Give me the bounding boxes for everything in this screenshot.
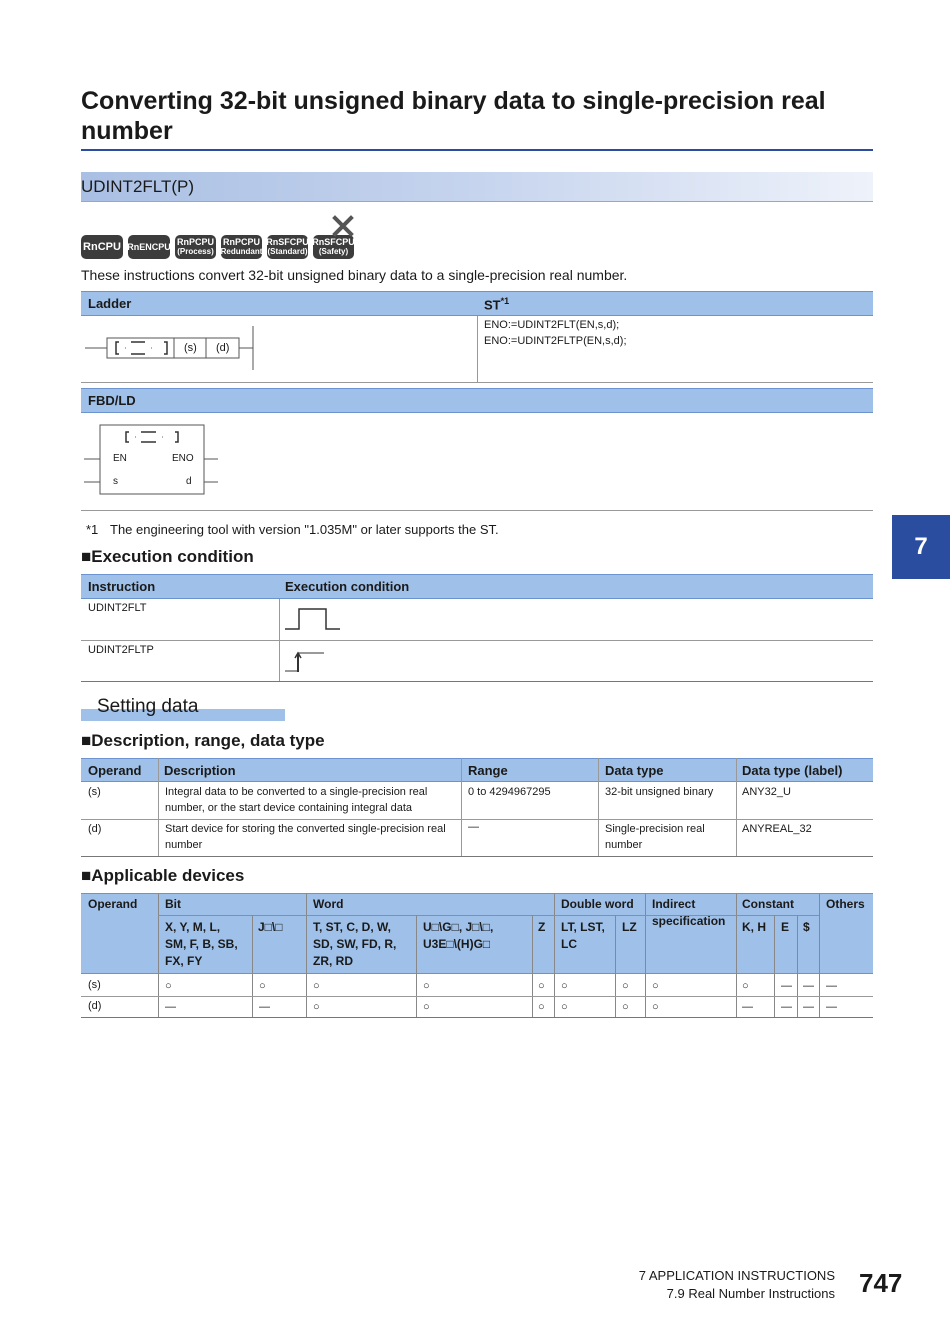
available-mark: ○ [423, 1001, 430, 1013]
st-line-2: ENO:=UDINT2FLTP(EN,s,d); [484, 335, 627, 347]
desc-row1-desc-2: number, or the start device containing integral data [165, 802, 413, 814]
cpu-badge-rnencpu: RnENCPU [128, 235, 170, 259]
execution-condition-heading: ■Execution condition [81, 547, 254, 566]
cpu-badge-rnpcpu-redundant: RnPCPU (Redundant) [221, 235, 262, 259]
available-mark: ○ [561, 1001, 568, 1013]
dev-others-header: Others [826, 897, 865, 911]
dev-row1-operand: (s) [88, 979, 101, 991]
fbd-header: FBD/LD [81, 388, 873, 413]
st-line-1: ENO:=UDINT2FLT(EN,s,d); [484, 319, 620, 331]
desc-row1-type: 32-bit unsigned binary [605, 786, 714, 798]
footer-section: 7.9 Real Number Instructions [666, 1286, 835, 1301]
fbd-en-label: EN [113, 453, 127, 464]
dev-word-a-3: ZR, RD [313, 954, 353, 968]
dev-dw-a-1: LT, LST, [561, 920, 605, 934]
desc-row2-type-2: number [605, 839, 643, 851]
exec-table-header: Instruction Execution condition [81, 574, 873, 599]
dev-bit-a-1: X, Y, M, L, [165, 920, 221, 934]
available-mark: ○ [561, 980, 568, 992]
cpu-badge-rnsfcpu-safety: RnSFCPU (Safety) [313, 235, 354, 259]
dev-const-string: $ [803, 920, 810, 934]
dev-const-e: E [781, 920, 790, 934]
dev-const-kh: K, H [742, 920, 766, 934]
available-mark: ○ [622, 980, 629, 992]
dev-bit-header: Bit [165, 897, 181, 911]
available-mark: ○ [313, 980, 320, 992]
desc-row1-desc-1: Integral data to be converted to a single-precision real [165, 786, 428, 798]
desc-row2-range: — [468, 821, 479, 833]
rising-edge-waveform-icon [284, 648, 329, 676]
unavailable-mark: — [803, 1001, 814, 1013]
fbd-d-label: d [186, 476, 192, 487]
available-mark: ○ [423, 980, 430, 992]
dev-word-z: Z [538, 920, 546, 934]
page-number: 747 [859, 1268, 903, 1298]
dev-word-b-1: U□\G□, J□\□, [423, 920, 494, 934]
intro-text: These instructions convert 32-bit unsigned binary data to a single-precision real number. [81, 267, 628, 283]
dev-dw-a-2: LC [561, 937, 577, 951]
desc-row1-operand: (s) [88, 786, 101, 798]
ladder-d-operand: (d) [216, 342, 230, 354]
instruction-name: UDINT2FLT(P) [81, 177, 195, 196]
ladder-s-operand: (s) [184, 342, 197, 354]
unavailable-mark: — [781, 1001, 792, 1013]
available-mark: ○ [652, 1001, 659, 1013]
dev-operand-header: Operand [88, 897, 138, 911]
not-supported-cross-icon [332, 215, 354, 237]
setting-data-heading: Setting data [97, 696, 199, 717]
available-mark: ○ [313, 1001, 320, 1013]
unavailable-mark: — [742, 1001, 753, 1013]
fbd-block-diagram [84, 424, 224, 496]
instruction-name-band [81, 172, 873, 202]
cpu-badge-rnpcpu-process: RnPCPU (Process) [175, 235, 216, 259]
dev-dw-lz: LZ [622, 920, 637, 934]
cpu-badge-rncpu: RnCPU [81, 235, 123, 259]
desc-row1-label: ANY32_U [742, 786, 791, 798]
dev-bit-b: J□\□ [258, 920, 283, 934]
unavailable-mark: — [165, 1001, 176, 1013]
title-rule [81, 149, 873, 151]
dev-indirect-header-2: specification [652, 914, 726, 928]
available-mark: ○ [259, 980, 266, 992]
dev-double-word-header: Double word [561, 897, 634, 911]
desc-row2-desc-1: Start device for storing the converted single-precision real [165, 823, 446, 835]
unavailable-mark: — [826, 980, 837, 992]
unavailable-mark: — [259, 1001, 270, 1013]
dev-indirect-header-1: Indirect [652, 897, 696, 911]
applicable-devices-heading: ■Applicable devices [81, 866, 245, 885]
fbd-eno-label: ENO [172, 453, 194, 464]
footnote-text: The engineering tool with version "1.035M" or later supports the ST. [110, 522, 499, 537]
available-mark: ○ [538, 1001, 545, 1013]
dev-bit-a-2: SM, F, B, SB, [165, 937, 238, 951]
desc-row2-operand: (d) [88, 823, 102, 835]
unavailable-mark: — [803, 980, 814, 992]
available-mark: ○ [742, 980, 749, 992]
dev-word-a-1: T, ST, C, D, W, [313, 920, 392, 934]
available-mark: ○ [652, 980, 659, 992]
dev-bit-a-3: FX, FY [165, 954, 203, 968]
dev-word-a-2: SD, SW, FD, R, [313, 937, 397, 951]
footnote-mark: *1 [86, 522, 99, 537]
desc-row2-type-1: Single-precision real [605, 823, 705, 835]
ladder-diagram [85, 324, 260, 372]
dev-word-b-2: U3E□\(H)G□ [423, 937, 491, 951]
exec-row-udint2fltp: UDINT2FLTP [88, 644, 154, 656]
ladder-header: Ladder [88, 296, 132, 311]
chapter-tab[interactable]: 7 [892, 515, 950, 579]
cpu-badge-rnsfcpu-standard: RnSFCPU (Standard) [267, 235, 308, 259]
dev-word-header: Word [313, 897, 344, 911]
dev-row2-operand: (d) [88, 1000, 102, 1012]
desc-row2-label: ANYREAL_32 [742, 823, 812, 835]
unavailable-mark: — [781, 980, 792, 992]
description-heading: ■Description, range, data type [81, 731, 325, 750]
desc-table-header: Operand Description Range Data type Data type (label) [81, 758, 873, 782]
on-level-waveform-icon [284, 604, 344, 634]
st-header: ST$^{*1}$ [484, 296, 510, 313]
exec-row-udint2flt: UDINT2FLT [88, 602, 147, 614]
desc-row2-desc-2: number [165, 839, 203, 851]
dev-constant-header: Constant [742, 897, 794, 911]
available-mark: ○ [538, 980, 545, 992]
desc-row1-range: 0 to 4294967295 [468, 786, 551, 798]
fbd-s-label: s [113, 476, 118, 487]
available-mark: ○ [622, 1001, 629, 1013]
ladder-st-header [81, 291, 873, 316]
unavailable-mark: — [826, 1001, 837, 1013]
available-mark: ○ [165, 980, 172, 992]
page-title: Converting 32-bit unsigned binary data to single-precision real number [81, 87, 826, 145]
footer-chapter: 7 APPLICATION INSTRUCTIONS [638, 1268, 835, 1283]
